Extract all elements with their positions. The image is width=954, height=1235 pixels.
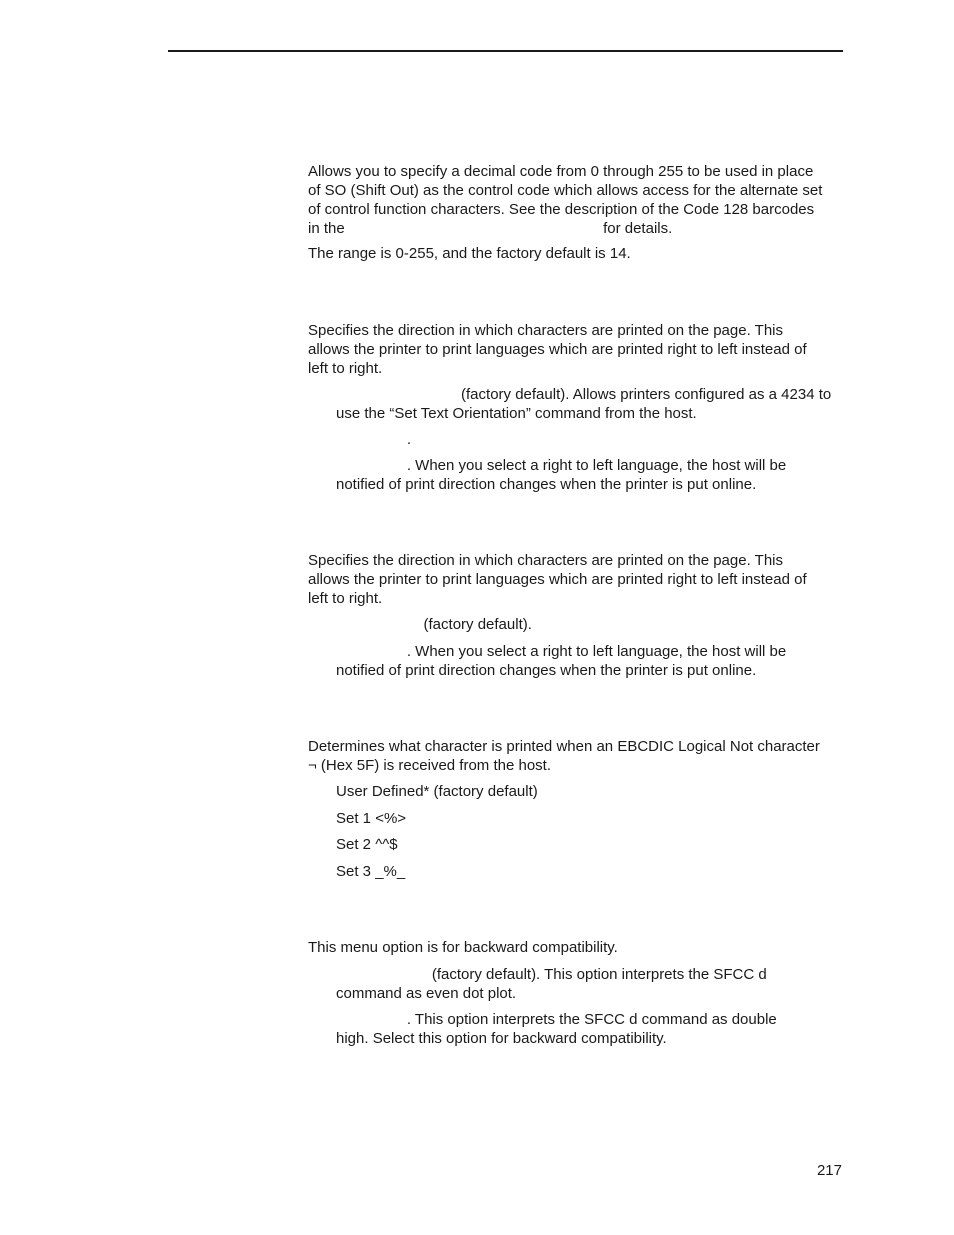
print-direction-ltr-option: .	[336, 431, 412, 448]
text-line: . When you select a right to left language, the host will be	[336, 643, 787, 660]
print-direction-description	[308, 321, 848, 378]
print-direction-2-rtl-option	[336, 642, 848, 680]
text-line: in the for details.	[308, 220, 673, 237]
sfcc-description: This menu option is for backward compatibility.	[308, 939, 618, 956]
text-line: command as even dot plot.	[336, 985, 517, 1002]
text-line: high. Select this option for backward compatibility.	[336, 1030, 667, 1047]
so-code-description	[308, 162, 848, 238]
header-rule	[168, 50, 843, 52]
sfcc-double-high-option	[336, 1010, 848, 1048]
text-line: notified of print direction changes when the printer is put online.	[336, 662, 757, 679]
text-line: notified of print direction changes when the printer is put online.	[336, 476, 757, 493]
text-line: Determines what character is printed when an EBCDIC Logical Not character	[308, 738, 820, 755]
text-line: left to right.	[308, 360, 383, 377]
text-line: of control function characters. See the description of the Code 128 barcodes	[308, 201, 815, 218]
text-line: . This option interprets the SFCC d command as double	[336, 1011, 777, 1028]
logical-not-description	[308, 737, 848, 775]
text-line: Allows you to specify a decimal code from 0 through 255 to be used in place	[308, 163, 814, 180]
text-line: Specifies the direction in which characters are printed on the page. This	[308, 322, 783, 339]
text-line: allows the printer to print languages which are printed right to left instead of	[308, 571, 807, 588]
text-line: (factory default). Allows printers configured as a 4234 to	[336, 386, 832, 403]
text-line: of SO (Shift Out) as the control code which allows access for the alternate set	[308, 182, 823, 199]
print-direction-2-description	[308, 551, 848, 608]
text-line: use the “Set Text Orientation” command from the host.	[336, 405, 697, 422]
text-line: left to right.	[308, 590, 383, 607]
logical-not-option: Set 3 _%_	[336, 863, 406, 880]
print-direction-rtl-option	[336, 456, 848, 494]
text-line: allows the printer to print languages which are printed right to left instead of	[308, 341, 807, 358]
text-line: Specifies the direction in which characters are printed on the page. This	[308, 552, 783, 569]
page-number: 217	[816, 1162, 842, 1179]
text-line: . When you select a right to left language, the host will be	[336, 457, 787, 474]
logical-not-option: Set 1 <%>	[336, 810, 407, 827]
text-line: (factory default). This option interprets the SFCC d	[336, 966, 767, 983]
sfcc-even-dot-option	[336, 965, 848, 1003]
print-direction-host-option	[336, 385, 848, 423]
so-code-range: The range is 0-255, and the factory default is 14.	[308, 245, 631, 262]
logical-not-option: Set 2 ^^$	[336, 836, 398, 853]
logical-not-option: User Defined* (factory default)	[336, 783, 538, 800]
print-direction-2-ltr-option: (factory default).	[336, 616, 532, 633]
text-line: ¬ (Hex 5F) is received from the host.	[308, 757, 552, 774]
